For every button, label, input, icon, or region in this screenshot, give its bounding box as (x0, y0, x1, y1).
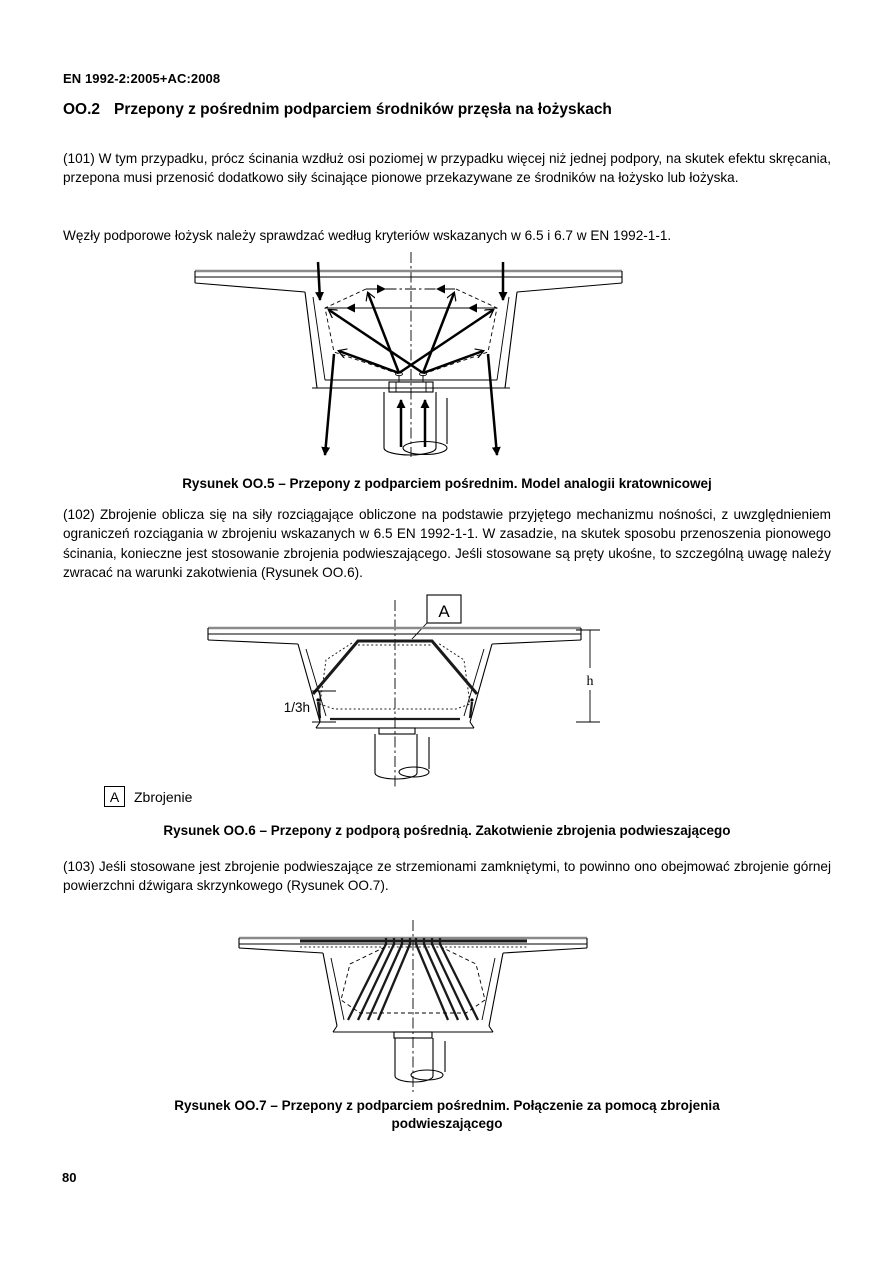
legend-key-box: A (104, 786, 125, 807)
figure-oo6-caption: Rysunek OO.6 – Przepony z podporą pośrednią. Zakotwienie zbrojenia podwieszającego (163, 823, 731, 838)
figure-oo7-caption (63, 1097, 831, 1133)
section-heading (63, 101, 612, 119)
legend-text: Zbrojenie (134, 788, 193, 805)
standard-reference-header: EN 1992-2:2005+AC:2008 (63, 71, 221, 86)
dimension-one-third-h-label: 1/3h (283, 700, 310, 715)
box-girder-outline (208, 628, 581, 728)
paragraph-wezly: Węzły podporowe łożysk należy sprawdzać według kryteriów wskazanych w 6.5 i 6.7 w EN 1992-1-1. (63, 228, 672, 243)
figure-oo5-caption: Rysunek OO.5 – Przepony z podparciem pośrednim. Model analogii kratownicowej (182, 476, 712, 491)
figure-oo6-anchorage-diagram (200, 590, 610, 795)
pier-column (375, 728, 429, 779)
dimension-h (576, 630, 600, 722)
section-number: OO.2 (63, 101, 101, 118)
figure-oo7-caption-line2: podwieszającego (391, 1116, 503, 1131)
figure-oo7-caption-line1: Rysunek OO.7 – Przepony z podparciem pośrednim. Połączenie za pomocą zbrojenia (174, 1098, 720, 1113)
paragraph-103: (103) Jeśli stosowane jest zbrojenie podwieszające ze strzemionami zamkniętymi, to powinno ono obejmować zbrojenie górnej powierzchni dźwigara skrzynkowego (Rysunek OO.7). (63, 859, 831, 894)
web-load-arrows (318, 262, 503, 300)
figure-oo6-legend (104, 786, 192, 807)
paragraph-102: (102) Zbrojenie oblicza się na siły rozciągające obliczone na podstawie przyjętego mechanizmu nośności, z uwzględnieniem ograniczeń rozciągania w zbrojeniu wskazanych w 6.5 EN 1992-1-1. W zasadzie, na skutek sposobu przenoszenia pionowego ścinania, konieczne jest stosowanie zbrojenia podwieszającego. Jeśli stosowane są pręty ukośne, to szczególną uwagę należy zwracać na warunki zakotwienia (Rysunek OO.6). (63, 507, 831, 580)
detail-a-label: A (438, 602, 450, 621)
section-title-text: Przepony z pośrednim podparciem środników przęsła na łożyskach (114, 101, 612, 118)
paragraph-101: (101) W tym przypadku, prócz ścinania wzdłuż osi poziomej w przypadku więcej niż jednej podpory, na skutek efektu skręcania, przepona musi przenosić dodatkowo siły ścinające pionowe przekazywane ze środników na łożysko lub łożyska. (63, 151, 831, 186)
dimension-h-label: h (586, 674, 594, 689)
pier-column (394, 1032, 445, 1082)
stirrup-bars-left (348, 938, 410, 1020)
figure-oo5-truss-analogy-diagram (180, 250, 650, 465)
figure-oo7-stirrup-diagram (230, 915, 600, 1100)
pier-column (384, 392, 447, 455)
detail-a-callout (412, 595, 461, 639)
page-number: 80 (62, 1170, 77, 1185)
